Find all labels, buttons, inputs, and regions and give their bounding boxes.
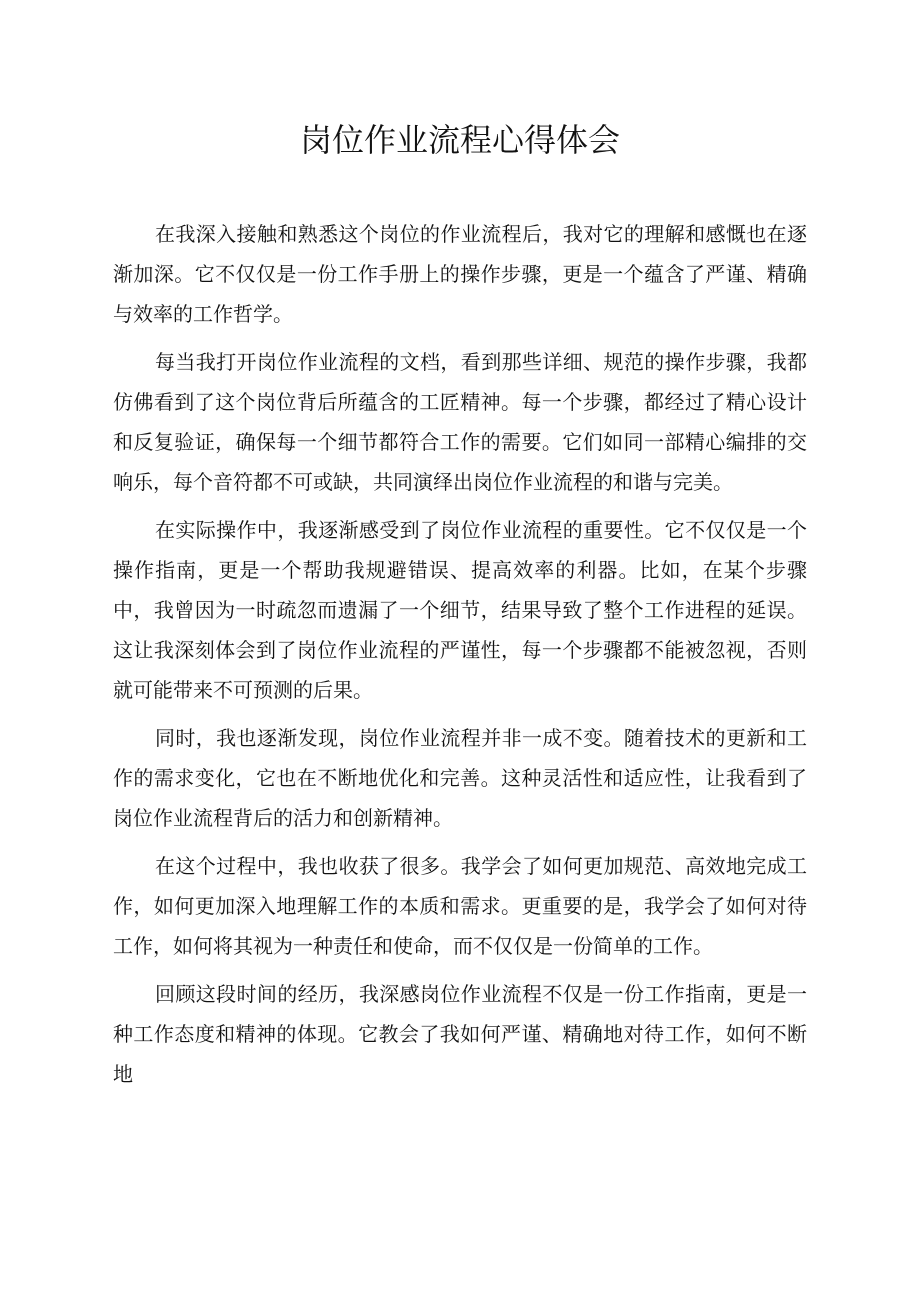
paragraph-4: 同时，我也逐渐发现，岗位作业流程并非一成不变。随着技术的更新和工作的需求变化，它也在不断地优化和完善。这种灵活性和适应性，让我看到了岗位作业流程背后的活力和创新精神。 [113,726,807,830]
paragraph-3: 在实际操作中，我逐渐感受到了岗位作业流程的重要性。它不仅仅是一个操作指南，更是一个帮助我规避错误、提高效率的利器。比如，在某个步骤中，我曾因为一时疏忽而遗漏了一个细节，结果导致了整个工作进程的延误。这让我深刻体会到了岗位作业流程的严谨性，每一个步骤都不能被忽视，否则就可能带来不可预测的后果。 [113,518,807,702]
paragraph-5: 在这个过程中，我也收获了很多。我学会了如何更加规范、高效地完成工作，如何更加深入地理解工作的本质和需求。更重要的是，我学会了如何对待工作，如何将其视为一种责任和使命，而不仅仅是一份简单的工作。 [113,854,807,958]
paragraph-1: 在我深入接触和熟悉这个岗位的作业流程后，我对它的理解和感慨也在逐渐加深。它不仅仅是一份工作手册上的操作步骤，更是一个蕴含了严谨、精确与效率的工作哲学。 [113,222,807,326]
document-body [113,214,807,1102]
paragraph-6: 回顾这段时间的经历，我深感岗位作业流程不仅是一份工作指南，更是一种工作态度和精神的体现。它教会了我如何严谨、精确地对待工作，如何不断地 [113,982,807,1086]
paragraph-2: 每当我打开岗位作业流程的文档，看到那些详细、规范的操作步骤，我都仿佛看到了这个岗位背后所蕴含的工匠精神。每一个步骤，都经过了精心设计和反复验证，确保每一个细节都符合工作的需要。它们如同一部精心编排的交响乐，每个音符都不可或缺，共同演绎出岗位作业流程的和谐与完美。 [113,350,807,494]
document-title: 岗位作业流程心得体会 [299,121,620,159]
